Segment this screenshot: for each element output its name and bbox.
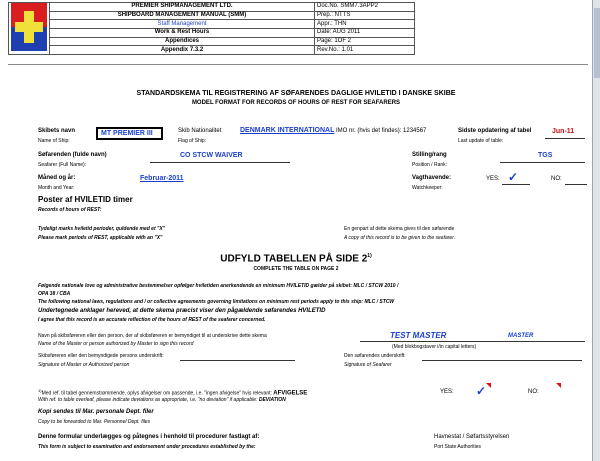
page-number: Page: 1OF 2 bbox=[315, 37, 415, 46]
chapter-name: Work & Rest Hours bbox=[50, 28, 315, 37]
last-update-label-en: Last update of table: bbox=[458, 138, 504, 144]
footer-text-en: This form is subject to examination and endorsement under procedures established by the: bbox=[38, 444, 256, 450]
deviation-text-en bbox=[38, 397, 286, 403]
flag-field[interactable]: DENMARK INTERNATIONAL bbox=[240, 127, 335, 134]
master-signature-label-en: Signature of Master or Authorized person bbox=[38, 362, 130, 368]
master-signature-label: Skibsføreren eller den bemyndigede persons underskrift: bbox=[38, 353, 164, 359]
appendices-label: Appendices bbox=[50, 37, 315, 46]
records-title: Poster af HVILETID timer bbox=[38, 195, 133, 204]
mark-instruction: Tydeligt marks hviletid perioder, quldende med et "X" bbox=[38, 226, 166, 232]
position-label: Stilling/rang bbox=[412, 152, 447, 158]
month-field[interactable]: Februar-2011 bbox=[140, 175, 184, 182]
watchkeeper-no-label: NO: bbox=[551, 176, 562, 182]
approved-by: Appr.: THN bbox=[315, 20, 415, 29]
ship-name-label: Skibets navn bbox=[38, 128, 76, 134]
flag-label-en: Flag of Ship: bbox=[178, 138, 207, 144]
master-signature-field[interactable] bbox=[180, 360, 295, 361]
master-rank-field[interactable]: MASTER bbox=[508, 333, 534, 339]
master-name-field[interactable]: TEST MASTER bbox=[390, 331, 447, 340]
watchkeeper-label-en: Watchkeeper: bbox=[412, 185, 443, 191]
port-state-label: Havnestat / Søfartsstyrelsen bbox=[434, 434, 510, 440]
copies-subtitle: Copy to be forwarded to Mar. Personnel Dept. files bbox=[38, 419, 151, 425]
seafarer-label-en: Seafarer (Full Name): bbox=[38, 162, 87, 168]
imo-label: IMO nr. (hvis det findes): 1234567 bbox=[336, 128, 427, 134]
records-subtitle: Records of hours of REST: bbox=[38, 207, 102, 213]
document-header bbox=[8, 2, 415, 55]
seafarer-signature-label: Den søfarendes underskrift: bbox=[344, 353, 406, 359]
position-label-en: Position / Rank: bbox=[412, 162, 448, 168]
vertical-scrollbar[interactable] bbox=[592, 0, 600, 461]
copy-note-en: A copy of this record is to be given to the seafarer. bbox=[344, 235, 456, 241]
deviation-yes-check[interactable]: ✓ bbox=[476, 384, 487, 398]
doc-number: Doc.No. SMM7.3APP2 bbox=[315, 3, 415, 12]
seafarer-label: Søfarenden (fulde navn) bbox=[38, 152, 107, 158]
master-name-label-en: Name of the Master or person authorized by Master to sign this record bbox=[38, 341, 194, 347]
national-laws-text: Følgende nationale love og administrative bestemmelser opfølger hviletiden anerkendende en minimum HVILETID gælder på skibet: MLC / STCW 2010 / bbox=[38, 283, 399, 289]
company-name: PREMIER SHIPMANAGEMENT LTD. bbox=[50, 3, 315, 12]
form-subtitle: MODEL FORMAT FOR RECORDS OF HOURS OF REST FOR SEAFARERS bbox=[191, 100, 401, 106]
complete-table-title bbox=[0, 253, 592, 264]
scrollbar-thumb[interactable] bbox=[594, 8, 600, 78]
month-label-en: Month and Year: bbox=[38, 185, 75, 191]
deviation-yes-label: YES: bbox=[440, 389, 454, 395]
position-underline bbox=[500, 162, 585, 163]
complete-table-title-text: UDFYLD TABELLEN PÅ SIDE 2 bbox=[220, 253, 368, 265]
deviation-footnote-marker: 1) bbox=[38, 388, 42, 393]
appendix-number: Appendix 7.3.2 bbox=[50, 46, 315, 55]
watchkeeper-yes-underline bbox=[502, 184, 530, 185]
last-update-field[interactable]: Jun-11 bbox=[552, 128, 575, 135]
manual-name: SHIPBOARD MANAGEMENT MANUAL (SMM) bbox=[50, 11, 315, 20]
master-name-label: Navn på skibsføreren eller den person, der af skibsføreren er bemyndiget til at underskrive dette skema bbox=[38, 333, 267, 339]
deviation-no-label: NO: bbox=[528, 389, 539, 395]
master-name-underline bbox=[360, 341, 585, 342]
deviation-text-en-body: With ref. to table overleaf, please indicate deviations as appropriate, i.e. "no deviation" if applicable: bbox=[38, 397, 258, 403]
copy-note: En genpart af dette skema gives til den søfarende bbox=[344, 226, 455, 232]
watchkeeper-label: Vagthavende: bbox=[412, 175, 452, 181]
deviation-text-body: Med ref. til tabel gennemstrømmende, oplys afvigelser om passende, i.e. "ingen afvigelse" hvis relevant: bbox=[41, 390, 272, 397]
footer-text: Denne formular underlægges og påtegnes i henhold til procedurer fastlagt af: bbox=[38, 434, 260, 440]
flag-label: Skib Nationalitet bbox=[178, 128, 222, 134]
mark-instruction-en: Please mark periods of REST, applicable with an "X" bbox=[38, 235, 163, 241]
seafarer-signature-label-en: Signature of Seafarer bbox=[344, 362, 392, 368]
form-title: STANDARDSKEMA TIL REGISTRERING AF SØFARENDES DAGLIGE HVILETID I DANSKE SKIBE bbox=[136, 90, 456, 97]
agreement-text: Undertegnede anklager hereved, at dette skema præcist viser den pågældende søfarendes HVILETID bbox=[38, 308, 326, 314]
complete-table-subtitle: COMPLETE THE TABLE ON PAGE 2 bbox=[253, 266, 339, 272]
port-state-label-en: Port State Authorities bbox=[434, 444, 481, 450]
seafarer-field[interactable]: CO STCW WAIVER bbox=[180, 152, 243, 159]
header-divider bbox=[8, 64, 588, 65]
ship-name-field[interactable]: MT PREMIER III bbox=[96, 127, 163, 140]
comment-indicator-icon bbox=[486, 383, 491, 388]
watchkeeper-yes-label: YES: bbox=[486, 176, 500, 182]
comment-indicator-icon bbox=[556, 383, 561, 388]
last-update-label: Sidste opdatering af tabel bbox=[458, 128, 532, 134]
seafarer-signature-field[interactable] bbox=[422, 360, 582, 361]
copies-title: Kopi sendes til Mar. personale Dept. filer bbox=[38, 409, 154, 415]
revision-number: Rev.No.: 1.01 bbox=[315, 46, 415, 55]
month-label: Måned og år: bbox=[38, 175, 76, 181]
deviation-keyword-en: DEVIATION bbox=[258, 397, 286, 403]
national-laws-text-2: OPA 38 / CBA bbox=[38, 291, 71, 297]
footnote-marker: 1) bbox=[367, 253, 372, 259]
seafarer-underline bbox=[150, 162, 290, 163]
flag-cross-icon bbox=[11, 3, 47, 51]
ship-name-label-en: Name of Ship: bbox=[38, 138, 70, 144]
doc-date: Date: AUG 2011 bbox=[315, 28, 415, 37]
watchkeeper-no-field[interactable] bbox=[565, 184, 587, 185]
position-field[interactable]: TGS bbox=[538, 152, 553, 159]
agreement-text-en: I agree that this record is an accurate reflection of the hours of REST of the seafarer concerned. bbox=[38, 317, 266, 323]
company-logo bbox=[9, 3, 50, 55]
capital-letters-note: (Med blokbogstaver i/in capital letters) bbox=[392, 344, 477, 350]
prepared-by: Prep.: NTTS bbox=[315, 11, 415, 20]
last-update-underline bbox=[545, 138, 585, 139]
deviation-keyword: AFVIGELSE bbox=[273, 390, 308, 397]
deviation-text bbox=[38, 388, 307, 397]
section-name: Staff Management bbox=[50, 20, 315, 29]
national-laws-text-en: The following national laws, regulations and / or collective agreements governing limitations on minimum rest periods apply to this ship: MLC / STCW bbox=[38, 299, 395, 305]
watchkeeper-yes-check[interactable]: ✓ bbox=[508, 170, 519, 184]
